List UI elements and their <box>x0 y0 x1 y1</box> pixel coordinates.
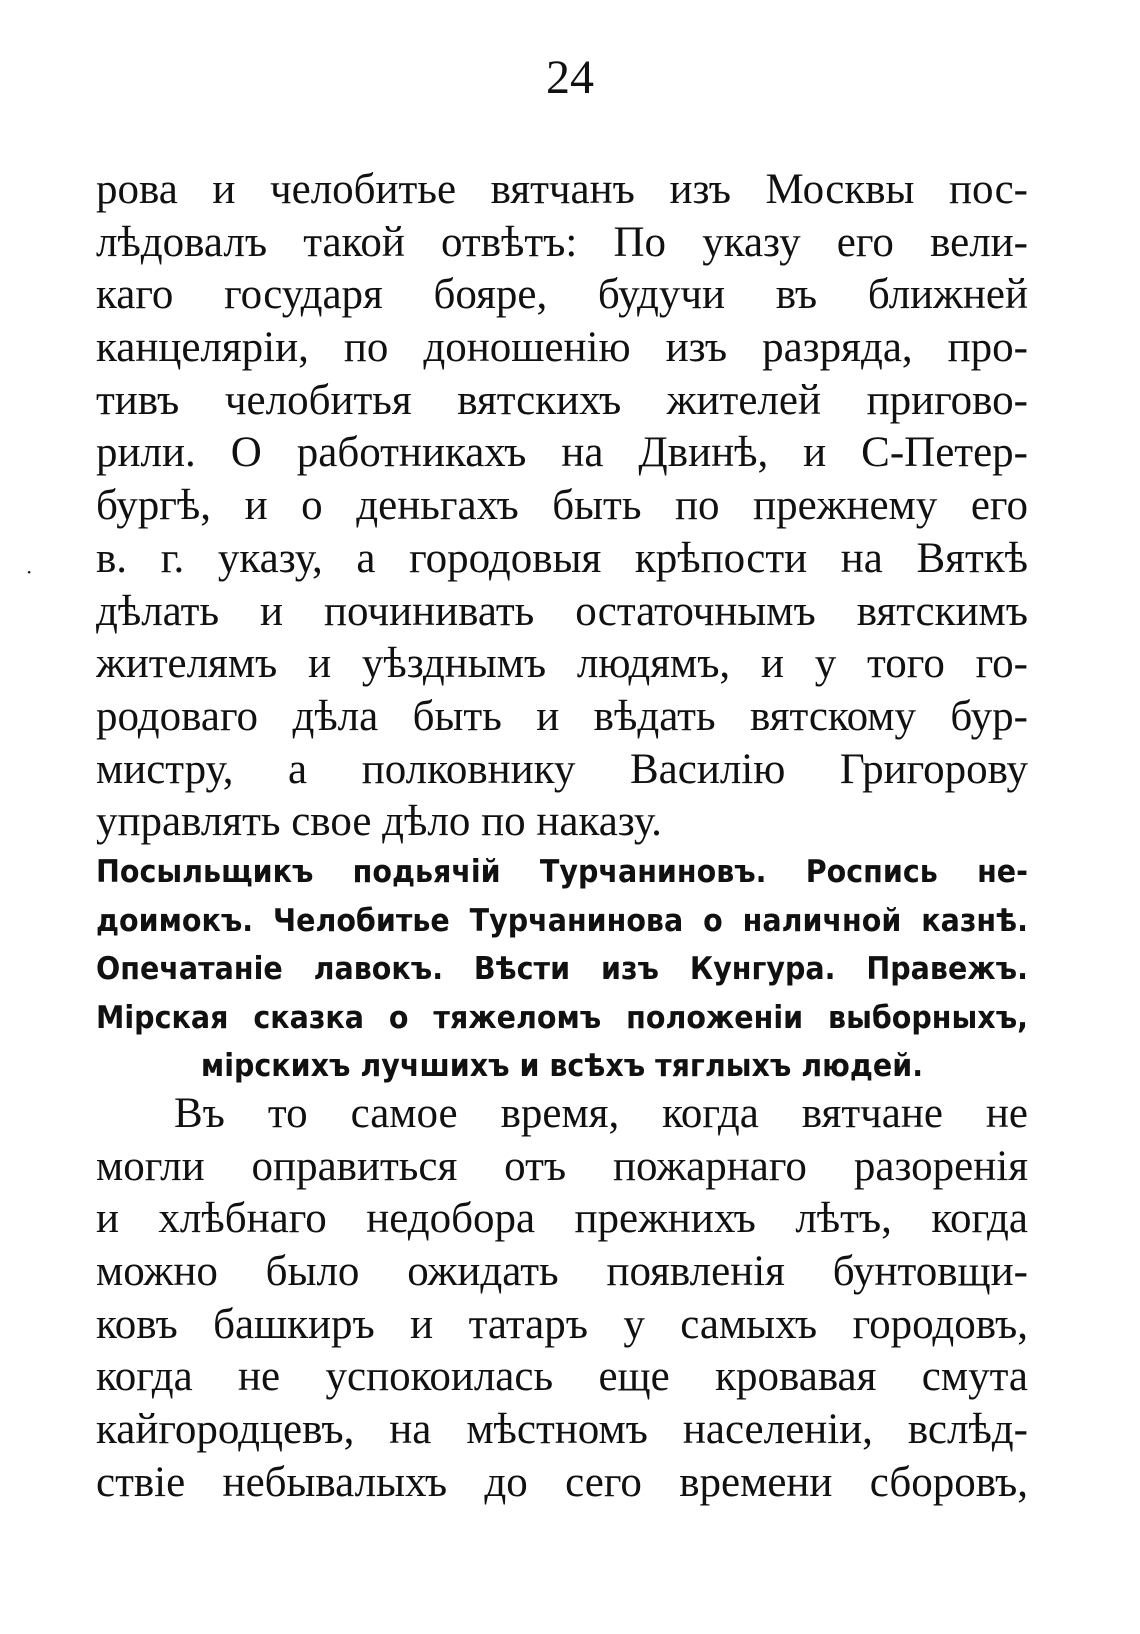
text-line: рова и челобитье вятчанъ изъ Москвы пос- <box>96 166 1028 213</box>
text-line: ствіе небывалыхъ до сего времени сборовъ, <box>96 1458 1028 1506</box>
text-line: ковъ башкиръ и татаръ у самыхъ городовъ, <box>96 1300 1028 1348</box>
text-line: жителямъ и уѣзднымъ людямъ, и у того го- <box>96 640 1028 688</box>
text-line: дѣлать и починивать остаточнымъ вятскимъ <box>96 587 1028 635</box>
text-line: кайгородцевъ, на мѣстномъ населеніи, вслѣд- <box>96 1406 1028 1454</box>
text-line: могли оправиться отъ пожарнаго разоренія <box>96 1142 1028 1190</box>
page-number: 24 <box>546 51 594 104</box>
text-line: Въ то самое время, когда вятчане не <box>174 1090 1028 1137</box>
text-line: можно было ожидать появленія бунтовщи- <box>96 1248 1028 1296</box>
text-line: мистру, а полковнику Василію Григорову <box>96 745 1028 793</box>
text-line: в. г. указу, а городовыя крѣпости на Вяткѣ <box>96 534 1028 582</box>
margin-speck: · <box>26 560 33 584</box>
text-line: бургѣ, и о деньгахъ быть по прежнему его <box>96 482 1028 530</box>
text-line: родоваго дѣла быть и вѣдать вятскому бур- <box>96 692 1028 740</box>
paragraph-1 <box>96 164 1028 849</box>
text-line: управлять свое дѣло по наказу. <box>96 798 662 846</box>
text-line: тивъ челобитья вятскихъ жителей пригово- <box>96 376 1028 424</box>
text-line: каго государя бояре, будучи въ ближней <box>96 271 1028 319</box>
heading-line: Посыльщикъ подьячій Турчаниновъ. Роспись не- <box>96 854 1028 890</box>
text-line: когда не успокоилась еще кровавая смута <box>96 1353 1028 1401</box>
section-heading <box>96 848 1028 1091</box>
heading-line: мірскихъ лучшихъ и всѣхъ тяглыхъ людей. <box>200 1048 924 1084</box>
text-line: лѣдовалъ такой отвѣтъ: По указу его вели- <box>96 218 1028 266</box>
paragraph-2 <box>96 1088 1028 1510</box>
text-line: канцеляріи, по доношенію изъ разряда, про- <box>96 324 1028 372</box>
heading-line: Мірская сказка о тяжеломъ положеніи выборныхъ, <box>96 999 1028 1036</box>
text-line: рили. О работникахъ на Двинѣ, и С-Петер- <box>96 429 1028 477</box>
text-line: и хлѣбнаго недобора прежнихъ лѣтъ, когда <box>96 1195 1028 1243</box>
heading-line: доимокъ. Челобитье Турчанинова о наличной казнѣ. <box>96 902 1028 939</box>
heading-line: Опечатаніе лавокъ. Вѣсти изъ Кунгура. Правежъ. <box>96 951 1028 987</box>
